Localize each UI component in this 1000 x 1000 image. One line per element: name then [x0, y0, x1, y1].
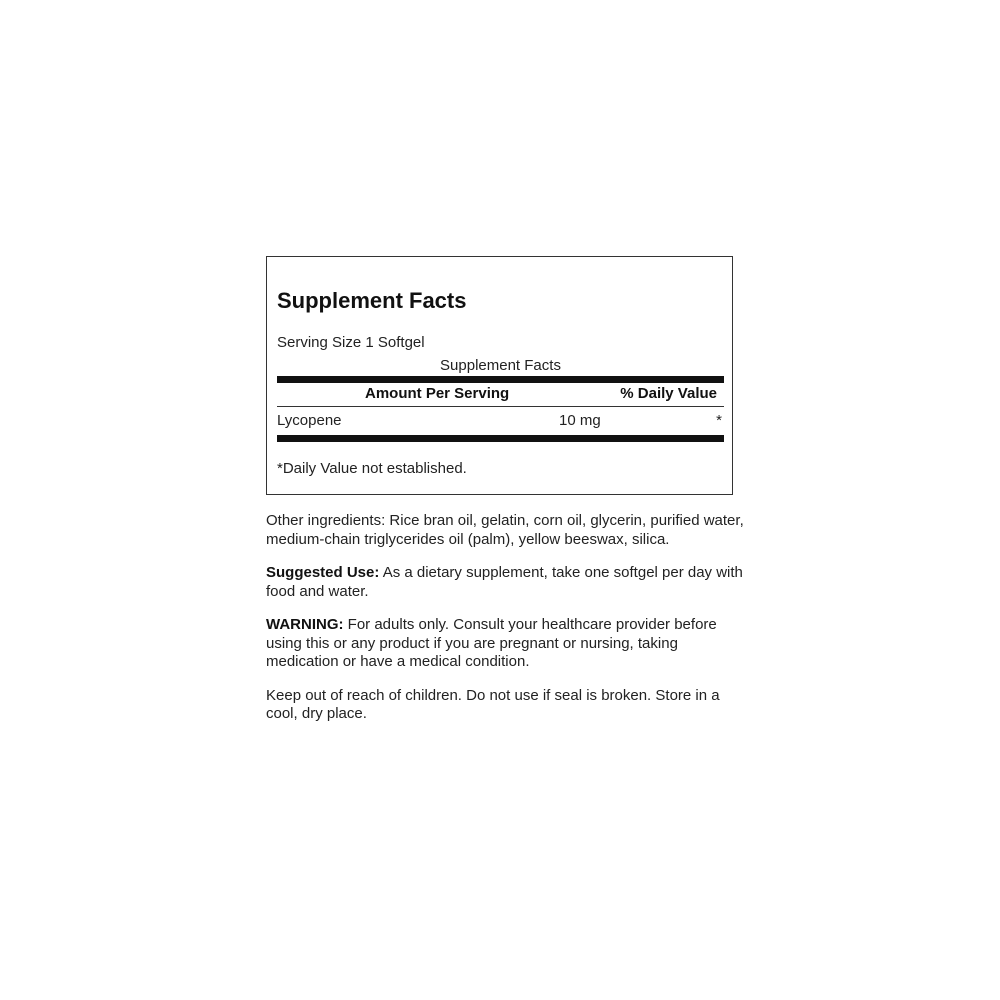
supplement-facts-panel: [266, 256, 733, 495]
suggested-use: [266, 564, 746, 601]
ingredient-name: Lycopene: [277, 412, 342, 429]
warning: [266, 616, 746, 672]
daily-value-footnote: *Daily Value not established.: [277, 460, 467, 477]
table-caption: Supplement Facts: [440, 357, 561, 374]
facts-title: Supplement Facts: [277, 288, 467, 313]
product-info: [266, 512, 746, 739]
warning-label: WARNING:: [266, 616, 344, 633]
ingredient-amount: 10 mg: [559, 412, 601, 429]
other-ingredients: Other ingredients: Rice bran oil, gelatin, corn oil, glycerin, purified water, medium-chain triglycerides oil (palm), yellow beeswax, silica.: [266, 512, 744, 548]
suggested-use-label: Suggested Use:: [266, 564, 380, 581]
daily-value-header: % Daily Value: [620, 385, 717, 402]
serving-size: Serving Size 1 Softgel: [277, 334, 425, 351]
storage-instructions: Keep out of reach of children. Do not use if seal is broken. Store in a cool, dry place.: [266, 686, 720, 722]
warning-text: For adults only. Consult your healthcare provider before using this or any product if you are pregnant or nursing, taking medication or have a medical condition.: [266, 616, 717, 670]
amount-per-serving-header: Amount Per Serving: [365, 385, 510, 402]
ingredient-daily-value: *: [716, 412, 722, 429]
bottom-divider: [277, 435, 724, 442]
header-divider: [277, 406, 724, 407]
top-divider: [277, 376, 724, 383]
suggested-use-text: As a dietary supplement, take one softgel per day with food and water.: [266, 564, 743, 600]
